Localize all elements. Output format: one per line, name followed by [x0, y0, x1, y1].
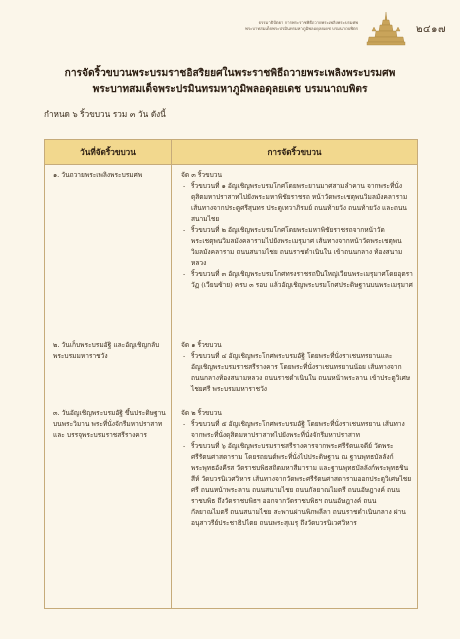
list-item: - ริ้วขบวนที่ ๓ อัญเชิญพระบรมโกศทรงราชรถปืนใหญ่เวียนพระเมรุมาศโดยอุตราวัฏ (เวียนซ้าย) ครบ ๓ รอบ แล้วอัญเชิญพระบรมโกศประดิษฐานบนพระเมรุมาศ: [183, 270, 413, 289]
list-item: - ริ้วขบวนที่ ๔ อัญเชิญพระโกศพระบรมอัฐิ โดยพระที่นั่งราเชนทรยานและอัญเชิญพระบรมราชสรีรางคาร โดยพระที่นั่งราเชนทรยานน้อย เส้นทางจากถนนกลางท้องสนามหลวง ถนนราชดำเนินใน ถนนหน้าพระลาน เข้าประตูวิเศษไชยศรี พระบรมมหาราชวัง: [183, 352, 411, 393]
row-3-count: จัด ๒ ริ้วขบวน: [181, 409, 222, 417]
page-header: [0, 8, 460, 48]
royal-crematorium-emblem-icon: [366, 11, 406, 47]
list-item: - ริ้วขบวนที่ ๕ อัญเชิญพระโกศพระบรมอัฐิ โดยพระที่นั่งราเชนทรยาน เส้นทางจากพระที่นั่งดุสิตมหาปราสาทไปยังพระที่นั่งจักรีมหาปราสาท: [183, 420, 405, 439]
row-2-count: จัด ๑ ริ้วขบวน: [181, 341, 222, 349]
subtitle: กำหนด ๖ ริ้วขบวน รวม ๓ วัน ดังนี้: [44, 109, 166, 119]
title-line-2: พระบาทสมเด็จพระปรมินทรมหาภูมิพลอดุลยเดช บรมนาถบพิตร: [92, 84, 368, 95]
column-header-date: วันที่จัดริ้วขบวน: [80, 147, 136, 157]
list-item: - ริ้วขบวนที่ ๒ อัญเชิญพระบรมโกศโดยพระมหาพิชัยราชรถจากหน้าวัดพระเชตุพนวิมลมังคลารามไปยังพระเมรุมาศ เส้นทางจากหน้าวัดพระเชตุพนวิมลมังคลาราม ถนนสนามไชย ถนนราชดำเนินใน เข้าถนนกลาง ท้องสนามหลวง: [183, 226, 403, 267]
column-divider: [171, 140, 172, 608]
row-2-day: ๒. วันเก็บพระบรมอัฐิ และอัญเชิญกลับ พระบรมมหาราชวัง: [53, 341, 160, 360]
procession-table: [44, 139, 418, 609]
list-item: - ริ้วขบวนที่ ๑ อัญเชิญพระบรมโกศโดยพระยานมาศสามลำคาน จากพระที่นั่งดุสิตมหาปราสาทไปยังพระมหาพิชัยราชรถ หน้าวัดพระเชตุพนวิมลมังคลาราม เส้นทางจากประตูศรีสุนทร ประตูเทวาภิรมย์ ถนนท้ายวัง ถนนท้ายวัง และถนนสนามไชย: [183, 182, 408, 223]
row-1-content: [181, 170, 413, 291]
row-1-day: ๑. วันถวายพระเพลิงพระบรมศพ: [53, 171, 143, 179]
header-text: [245, 20, 358, 32]
table-header: [45, 140, 417, 165]
column-header-procession: การจัดริ้วขบวน: [267, 147, 322, 157]
header-line-2: พระบาทสมเด็จพระปรมินทรมหาภูมิพลอดุลยเดช บรมนาถบพิตร: [245, 26, 358, 31]
title-line-1: การจัดริ้วขบวนพระบรมราชอิสริยยศในพระราชพิธีถวายพระเพลิงพระบรมศพ: [64, 68, 396, 79]
row-2-content: [181, 340, 413, 395]
list-item: - ริ้วขบวนที่ ๖ อัญเชิญพระบรมราชสรีรางคารจากพระศรีรัตนเจดีย์ วัดพระศรีรัตนศาสดาราม โดยรถยนต์พระที่นั่งไปประดิษฐาน ณ ฐานพุทธบัลลังก์พระพุทธอังคีรส วัดราชบพิธสถิตมหาสีมาราม และฐานพุทธบัลลังก์พระพุทธชินสีห์ วัดบวรนิเวศวิหาร เส้นทางจากวัดพระศรีรัตนศาสดารามออกประตูวิเศษไชยศรี ถนนหน้าพระลาน ถนนสนามไชย ถนนกัลยาณไมตรี ถนนอัษฎางค์ ถนนราชบพิธ ถึงวัดราชบพิธฯ ออกจากวัดราชบพิธฯ ถนนอัษฎางค์ ถนนกัลยาณไมตรี ถนนสนามไชย สะพานผ่านพิภพลีลา ถนนราชดำเนินกลาง ผ่านอนุสาวรีย์ประชาธิปไตย ถนนพระสุเมรุ ถึงวัดบวรนิเวศวิหาร: [183, 442, 412, 527]
page-title: [30, 66, 430, 98]
row-1-count: จัด ๓ ริ้วขบวน: [181, 171, 222, 179]
row-3-day: ๓. วันอัญเชิญพระบรมอัฐิ ขึ้นประดิษฐานบนพระวิมาน พระที่นั่งจักรีมหาปราสาทและ บรรจุพระบรมราชสรีรางคาร: [53, 409, 166, 439]
page-number: ๒๔๑๗: [415, 24, 446, 35]
header-line-1: ธรรมาธิปัตยา การพระราชพิธีถวายพระเพลิงพระบรมศพ: [258, 20, 358, 25]
row-3-content: [181, 408, 413, 529]
